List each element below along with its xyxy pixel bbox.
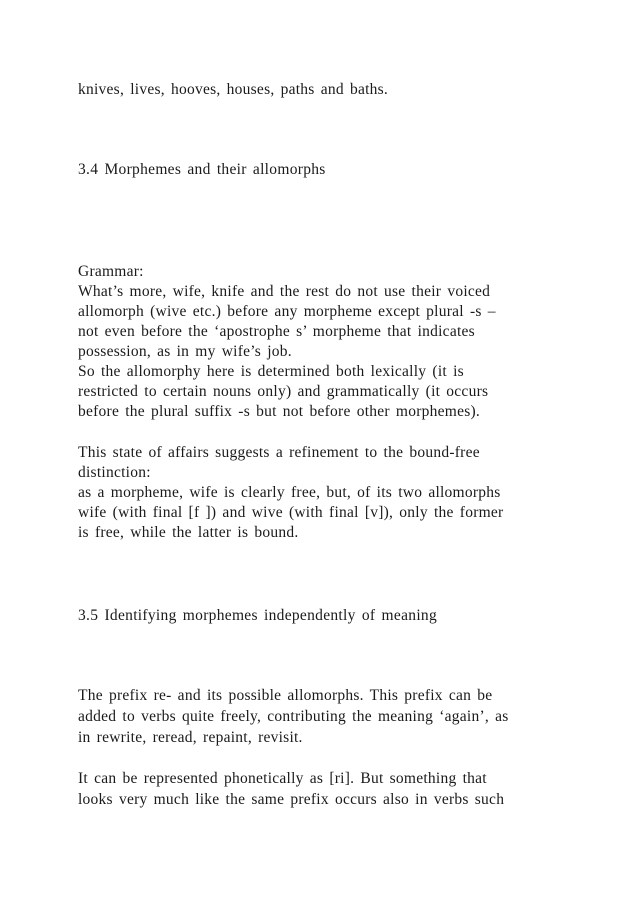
text-line: allomorph (wive etc.) before any morpheme except plural -s – bbox=[78, 303, 496, 320]
text-line: wife (with final [f ]) and wive (with final [v]), only the former bbox=[78, 504, 504, 521]
text-line: knives, lives, hooves, houses, paths and baths. bbox=[78, 81, 389, 98]
section-heading-3-4: 3.4 Morphemes and their allomorphs bbox=[78, 161, 326, 178]
text-line: What’s more, wife, knife and the rest do not use their voiced bbox=[78, 283, 491, 300]
text-line: So the allomorphy here is determined both lexically (it is bbox=[78, 363, 464, 380]
text-line: distinction: bbox=[78, 464, 151, 481]
text-line: The prefix re- and its possible allomorphs. This prefix can be bbox=[78, 687, 493, 704]
grammar-label: Grammar: bbox=[78, 263, 144, 280]
text-line: in rewrite, reread, repaint, revisit. bbox=[78, 729, 303, 746]
text-line: before the plural suffix -s but not before other morphemes). bbox=[78, 403, 481, 420]
text-line: added to verbs quite freely, contributing the meaning ‘again’, as bbox=[78, 708, 509, 725]
text-line: looks very much like the same prefix occurs also in verbs such bbox=[78, 791, 505, 808]
section-heading-3-5: 3.5 Identifying morphemes independently of meaning bbox=[78, 607, 438, 624]
text-line: as a morpheme, wife is clearly free, but, of its two allomorphs bbox=[78, 484, 501, 501]
text-line: not even before the ‘apostrophe s’ morpheme that indicates bbox=[78, 323, 475, 340]
text-line: is free, while the latter is bound. bbox=[78, 524, 299, 541]
text-line: It can be represented phonetically as [ri]. But something that bbox=[78, 770, 487, 787]
text-line: This state of affairs suggests a refinement to the bound-free bbox=[78, 444, 480, 461]
text-line: possession, as in my wife’s job. bbox=[78, 343, 292, 360]
text-line: restricted to certain nouns only) and grammatically (it occurs bbox=[78, 383, 489, 400]
